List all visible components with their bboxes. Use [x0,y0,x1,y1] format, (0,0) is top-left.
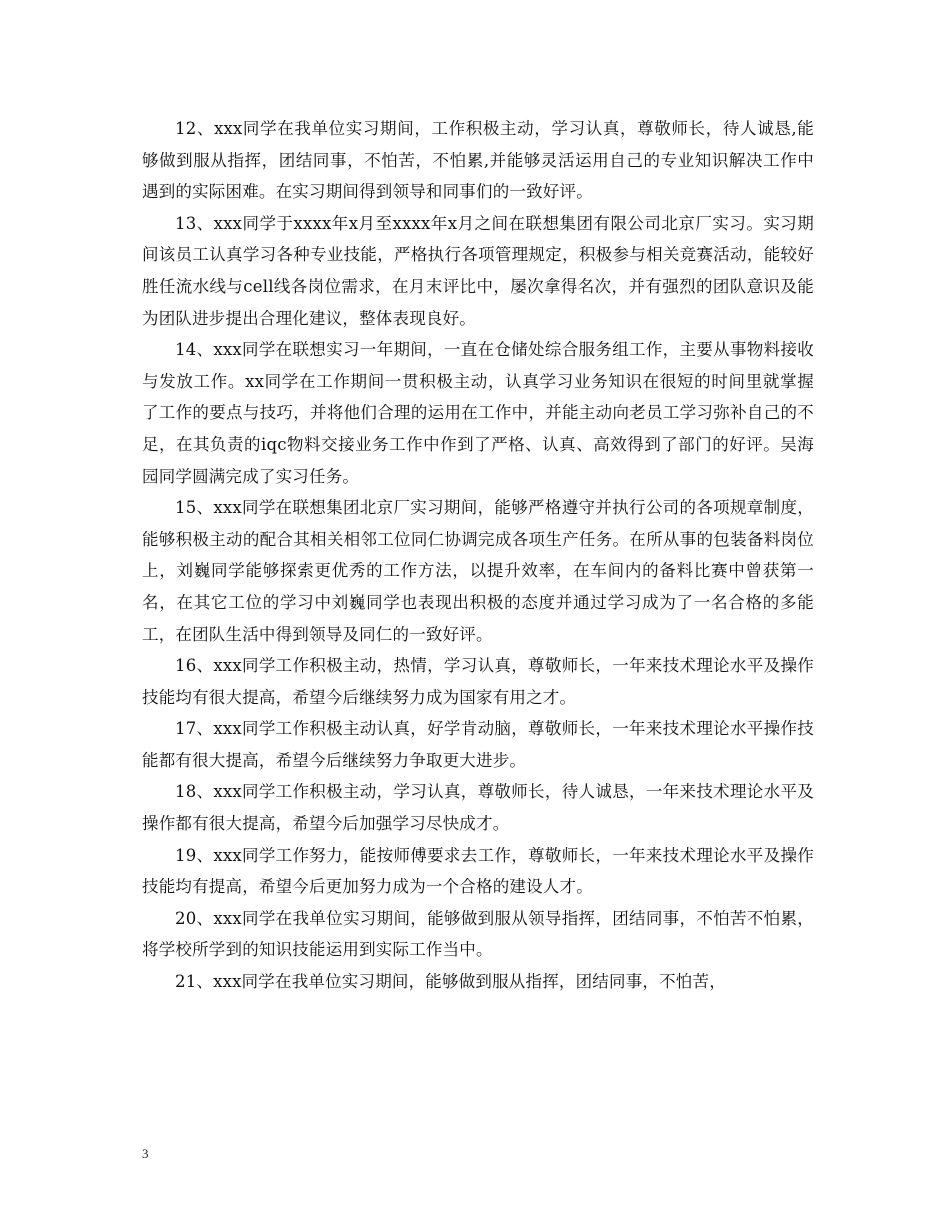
paragraph-15: 15、xxx同学在联想集团北京厂实习期间，能够严格遵守并执行公司的各项规章制度，能够积极主动的配合其相关相邻工位同仁协调完成各项生产任务。在所从事的包装备料岗位上，刘巍同学能够探索更优秀的工作方法，以提升效率，在车间内的备料比赛中曾获第一名，在其它工位的学习中刘巍同学也表现出积极的态度并通过学习成为了一名合格的多能工，在团队生活中得到领导及同仁的一致好评。 [142,498,814,644]
paragraph-19: 19、xxx同学工作努力，能按师傅要求去工作，尊敬师长，一年来技术理论水平及操作技能均有提高，希望今后更加努力成为一个合格的建设人才。 [142,845,814,897]
paragraph-20: 20、xxx同学在我单位实习期间，能够做到服从领导指挥，团结同事，不怕苦不怕累，将学校所学到的知识技能运用到实际工作当中。 [142,908,814,960]
paragraph-16: 16、xxx同学工作积极主动，热情，学习认真，尊敬师长，一年来技术理论水平及操作技能均有很大提高，希望今后继续努力成为国家有用之才。 [142,656,814,707]
paragraph-14: 14、xxx同学在联想实习一年期间，一直在仓储处综合服务组工作，主要从事物料接收与发放工作。xx同学在工作期间一贯积极主动，认真学习业务知识在很短的时间里就掌握 了工作的要点与技巧，并将他们合理的运用在工作中，并能主动向老员工学习弥补自己的不足，在其负责的iqc物料交接业务工作中作到了严格、认真、高效得到了部门的好评。吴海园同学圆满完成了实习任务。 [142,340,814,486]
paragraph-13: 13、xxx同学于xxxx年x月至xxxx年x月之间在联想集团有限公司北京厂实习。实习期间该员工认真学习各种专业技能，严格执行各项管理规定，积极参与相关竞赛活动，能较好胜任流水线与cell线各岗位需求，在月末评比中，屡次拿得名次，并有强烈的团队意识及能为团队进步提出合理化建议，整体表现良好。 [142,213,814,328]
paragraph-17: 17、xxx同学工作积极主动认真，好学肯动脑，尊敬师长，一年来技术理论水平操作技能都有很大提高，希望今后继续努力争取更大进步。 [142,719,814,770]
paragraph-18: 18、xxx同学工作积极主动，学习认真，尊敬师长，待人诚恳，一年来技术理论水平及操作都有很大提高，希望今后加强学习尽快成才。 [142,782,814,834]
page-number: 3 [142,1146,149,1161]
document-body [142,113,814,998]
paragraph-12: 12、xxx同学在我单位实习期间，工作积极主动，学习认真，尊敬师长，待人诚恳,能够做到服从指挥，团结同事，不怕苦，不怕累,并能够灵活运用自己的专业知识解决工作中遇到的实际困难。在实习期间得到领导和同事们的一致好评。 [142,119,814,202]
paragraph-21: 21、xxx同学在我单位实习期间，能够做到服从指挥，团结同事，不怕苦， [175,972,726,992]
